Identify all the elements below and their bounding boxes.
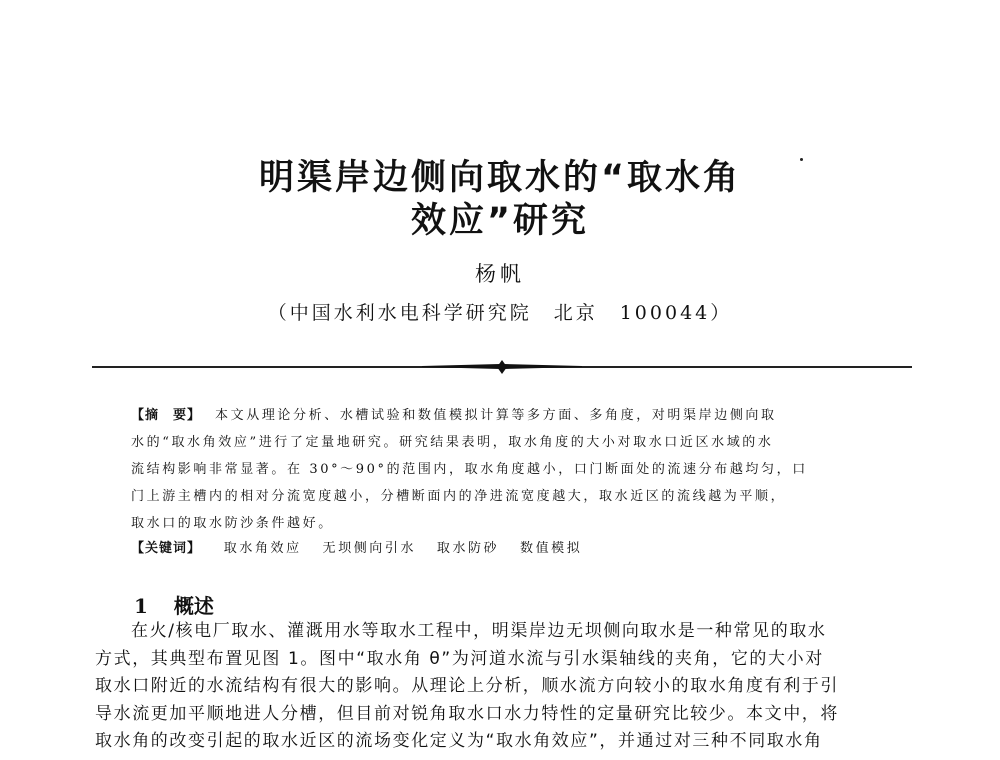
diamond-ornament-icon xyxy=(497,360,507,374)
paper-title-line-2: 效应”研究 xyxy=(410,201,589,241)
divider-flourish-left xyxy=(422,364,500,369)
body-line: 取水口附近的水流结构有很大的影响。从理论上分析，顺水流方向较小的取水角度有利于引 xyxy=(95,676,839,696)
body-line: 取水角的改变引起的取水近区的流场变化定义为“取水角效应”，并通过对三种不同取水角 xyxy=(95,731,823,751)
ornamental-divider xyxy=(92,366,912,368)
keyword: 取水角效应 xyxy=(223,541,302,556)
abstract-line: 流结构影响非常显著。在 30°～90°的范围内，取水角度越小，口门断面处的流速分布越均匀，口 xyxy=(131,462,808,477)
keyword: 无坝侧向引水 xyxy=(322,541,417,556)
divider-flourish-right xyxy=(504,364,582,369)
abstract-line: 门上游主槽内的相对分流宽度越小，分槽断面内的净进流宽度越大，取水近区的流线越为平顺， xyxy=(131,489,787,504)
keywords xyxy=(131,537,596,556)
body-line: 方式，其典型布置见图 1。图中“取水角 θ”为河道水流与引水渠轴线的夹角，它的大小对 xyxy=(95,648,824,669)
section-number: 1 xyxy=(134,594,148,618)
section-body xyxy=(95,618,905,756)
abstract-line: 取水口的取水防沙条件越好。 xyxy=(131,516,334,531)
abstract-label: 【摘 要】 xyxy=(131,408,202,423)
author-name: 杨帆 xyxy=(475,262,525,286)
keyword: 取水防砂 xyxy=(436,541,500,556)
keywords-label: 【关键词】 xyxy=(131,541,202,556)
paper-title-line-1: 明渠岸边侧向取水的“取水角 xyxy=(258,158,741,198)
abstract xyxy=(131,402,871,537)
body-line: 导水流更加平顺地进人分槽，但目前对锐角取水口水力特性的定量研究比较少。本文中，将 xyxy=(95,703,839,724)
body-line: 在火/核电厂取水、灌溉用水等取水工程中，明渠岸边无坝侧向取水是一种常见的取水 xyxy=(131,621,827,641)
keyword: 数值模拟 xyxy=(519,541,583,556)
author-affiliation: （中国水利水电科学研究院 北京 100044） xyxy=(267,302,733,324)
section-title: 概述 xyxy=(173,594,214,618)
abstract-line: 水的“取水角效应”进行了定量地研究。研究结果表明，取水角度的大小对取水口近区水域的水 xyxy=(131,435,774,450)
section-heading xyxy=(134,590,214,619)
scan-speck xyxy=(800,158,803,161)
abstract-line: 【摘 要】 本文从理论分析、水槽试验和数值模拟计算等多方面、多角度，对明渠岸边侧向取 xyxy=(131,408,777,423)
